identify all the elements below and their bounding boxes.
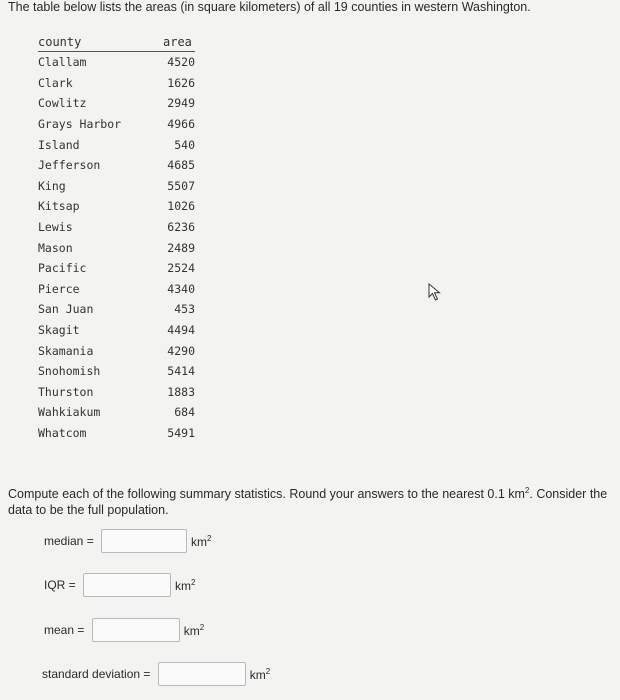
area-cell: 4685 bbox=[167, 158, 195, 173]
mean-label: mean = bbox=[44, 623, 88, 637]
county-cell: Clallam bbox=[38, 55, 87, 70]
area-cell: 5414 bbox=[167, 364, 195, 379]
area-cell: 4520 bbox=[167, 55, 195, 70]
table-row bbox=[38, 155, 195, 176]
mouse-pointer-icon bbox=[428, 283, 442, 301]
county-cell: Pacific bbox=[38, 261, 87, 276]
iqr-input[interactable] bbox=[83, 573, 171, 597]
county-cell: Kitsap bbox=[38, 199, 80, 214]
county-area-table bbox=[38, 33, 195, 443]
table-row bbox=[38, 320, 195, 341]
county-cell: Clark bbox=[38, 75, 73, 90]
table-row bbox=[38, 402, 195, 423]
county-cell: Skamania bbox=[38, 343, 94, 358]
area-cell: 2489 bbox=[167, 240, 195, 255]
county-cell: King bbox=[38, 178, 66, 193]
mean-unit: $km^2$ bbox=[183, 622, 205, 638]
header-area: area bbox=[163, 33, 195, 52]
area-cell: 4494 bbox=[167, 323, 195, 338]
county-cell: Snohomish bbox=[38, 364, 101, 379]
table-row bbox=[38, 52, 195, 73]
county-cell: Island bbox=[38, 137, 80, 152]
county-cell: Cowlitz bbox=[38, 96, 87, 111]
median-label: median = bbox=[44, 534, 98, 548]
table-row bbox=[38, 73, 195, 94]
intro-text: The table below lists the areas (in square kilometers) of all 19 counties in western Washington. bbox=[8, 0, 531, 14]
table-row bbox=[38, 134, 195, 155]
area-cell: 1626 bbox=[167, 75, 195, 90]
table-row bbox=[38, 258, 195, 279]
iqr-row bbox=[44, 573, 195, 597]
header-county: county bbox=[38, 33, 163, 52]
table-row bbox=[38, 237, 195, 258]
area-cell: 2524 bbox=[167, 261, 195, 276]
area-cell: 4340 bbox=[167, 281, 195, 296]
area-cell: 453 bbox=[174, 302, 195, 317]
instructions-text bbox=[8, 483, 620, 518]
county-cell: Mason bbox=[38, 240, 73, 255]
area-cell: 540 bbox=[174, 137, 195, 152]
table-row bbox=[38, 196, 195, 217]
median-unit: $km^2$ bbox=[191, 533, 212, 549]
county-cell: Grays Harbor bbox=[38, 117, 122, 132]
county-cell: San Juan bbox=[38, 302, 94, 317]
area-cell: 4290 bbox=[167, 343, 195, 358]
table-row bbox=[38, 299, 195, 320]
table-header-row bbox=[38, 33, 195, 52]
area-cell: 4966 bbox=[167, 117, 195, 132]
table-row bbox=[38, 279, 195, 300]
mean-input[interactable] bbox=[92, 618, 180, 642]
area-cell: 6236 bbox=[167, 220, 195, 235]
county-cell: Wahkiakum bbox=[38, 405, 101, 420]
table-row bbox=[38, 423, 195, 444]
sd-input[interactable] bbox=[158, 662, 246, 686]
table-row bbox=[38, 361, 195, 382]
iqr-label: IQR = bbox=[44, 578, 80, 592]
sd-row bbox=[42, 662, 270, 686]
area-cell: 1026 bbox=[167, 199, 195, 214]
table-row bbox=[38, 382, 195, 403]
median-input[interactable] bbox=[101, 529, 187, 553]
sd-unit: $km^2$ bbox=[249, 666, 271, 682]
instructions-part2: . Consider the data to be the full population. bbox=[8, 487, 608, 518]
county-cell: Jefferson bbox=[38, 158, 101, 173]
table-row bbox=[38, 340, 195, 361]
area-cell: 5491 bbox=[167, 425, 195, 440]
instructions-sup: 2 bbox=[524, 486, 530, 495]
area-cell: 684 bbox=[174, 405, 195, 420]
sd-label: standard deviation = bbox=[42, 667, 154, 681]
table-row bbox=[38, 114, 195, 135]
area-cell: 5507 bbox=[167, 178, 195, 193]
instructions-part1: Compute each of the following summary statistics. Round your answers to the nearest 0.1 km bbox=[8, 487, 525, 502]
county-cell: Pierce bbox=[38, 281, 80, 296]
county-cell: Whatcom bbox=[38, 425, 87, 440]
area-cell: 1883 bbox=[167, 384, 195, 399]
county-cell: Thurston bbox=[38, 384, 94, 399]
county-cell: Skagit bbox=[38, 323, 80, 338]
table-row bbox=[38, 176, 195, 197]
area-cell: 2949 bbox=[167, 96, 195, 111]
county-cell: Lewis bbox=[38, 220, 73, 235]
iqr-unit: $km^2$ bbox=[175, 577, 196, 593]
mean-row bbox=[44, 618, 204, 642]
median-row bbox=[44, 529, 212, 553]
table-row bbox=[38, 217, 195, 238]
table-row bbox=[38, 93, 195, 114]
